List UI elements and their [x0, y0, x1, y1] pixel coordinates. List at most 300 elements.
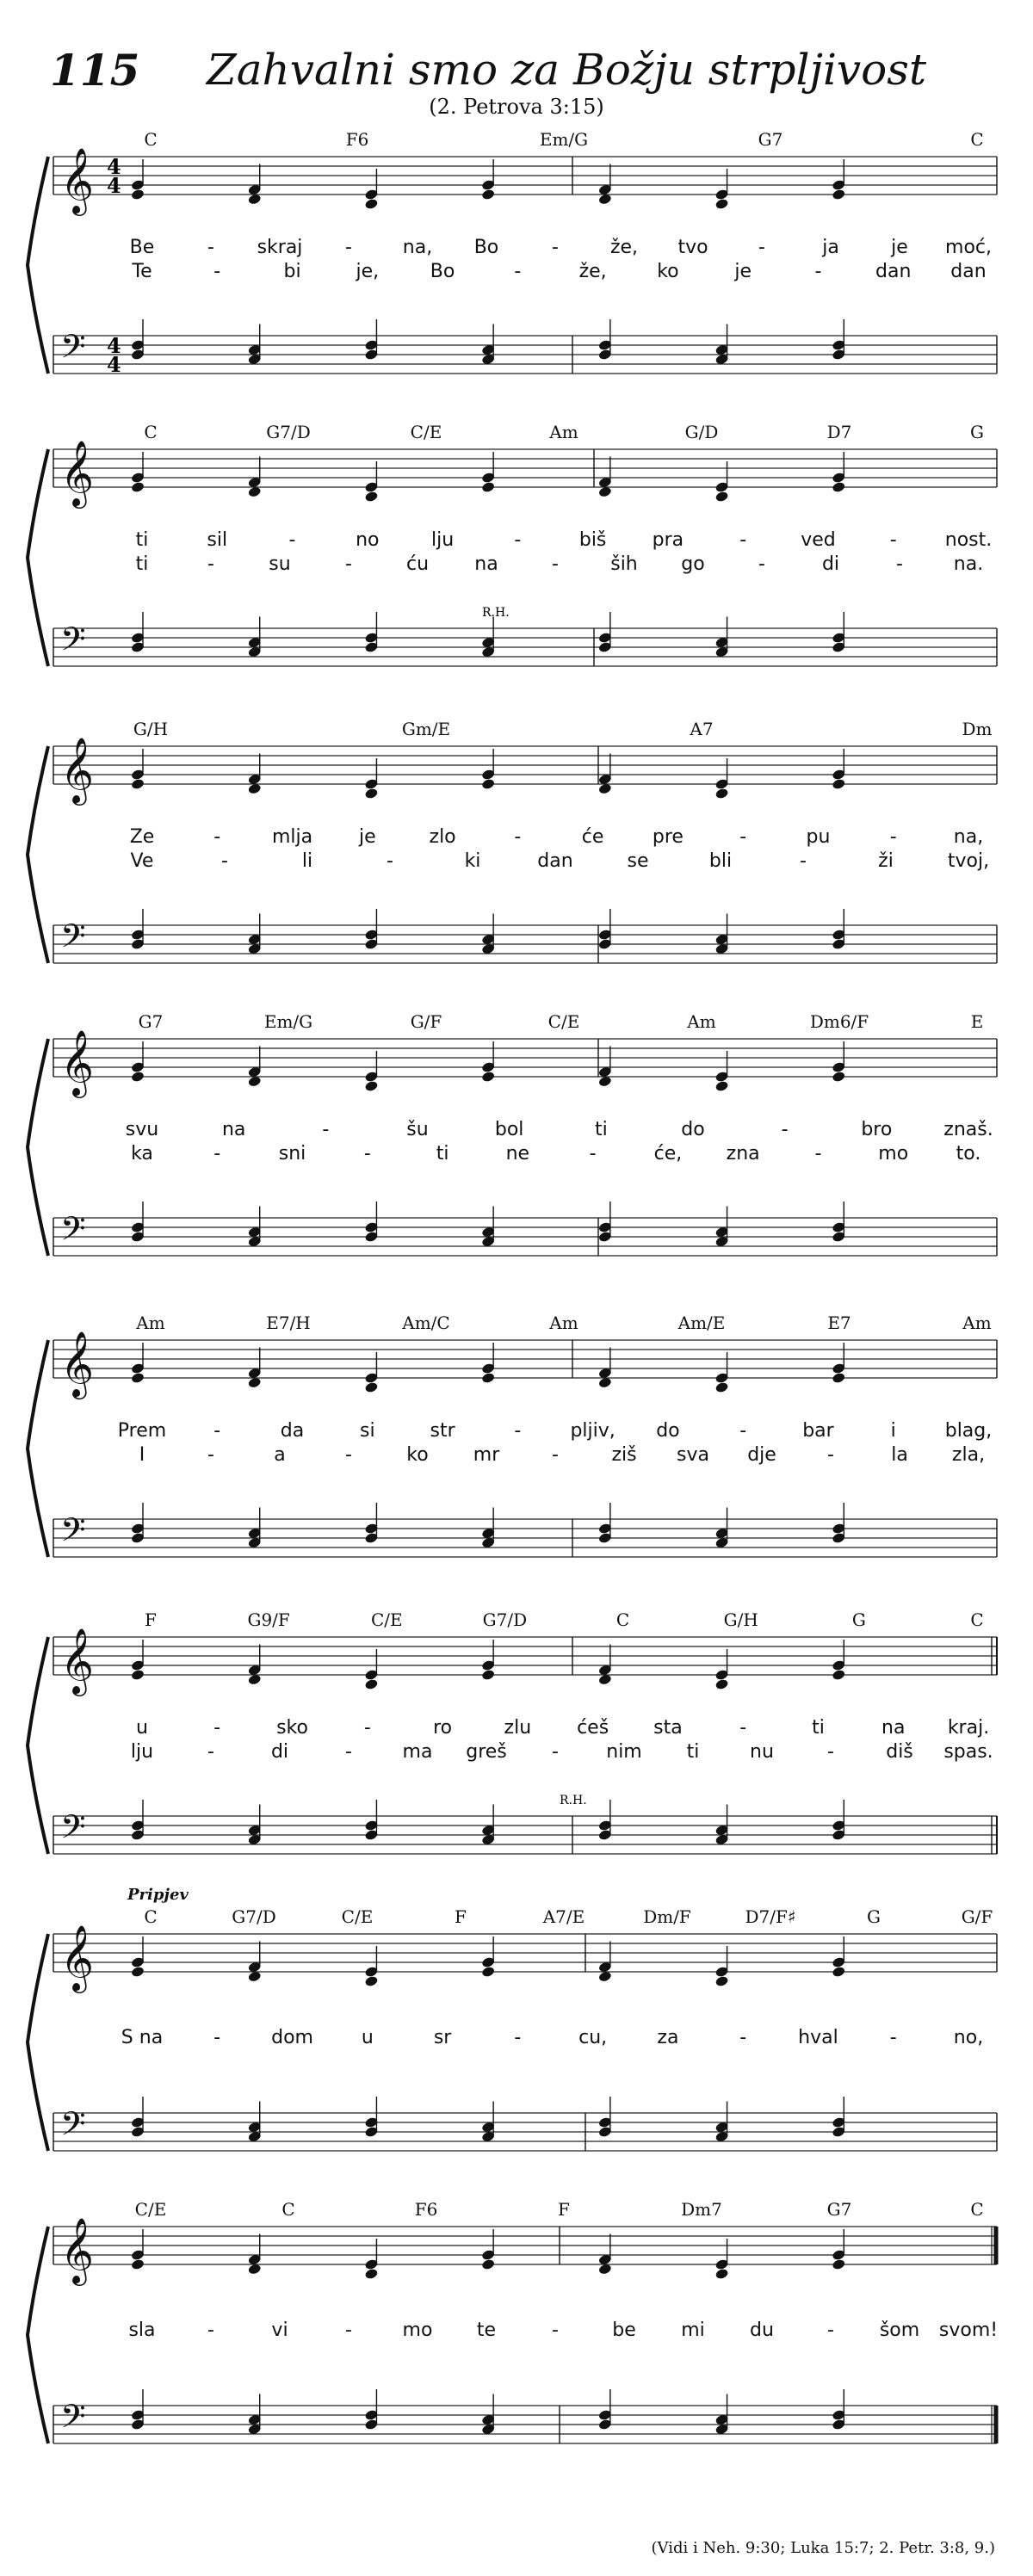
lyric-syllable: že,	[609, 237, 639, 258]
lyric-syllable: lju	[130, 1741, 154, 1763]
chord-symbol: G/H	[133, 719, 169, 739]
lyric-syllable: Bo	[430, 261, 455, 282]
lyric-syllable: svu	[125, 1119, 159, 1140]
chord-symbol: G	[970, 422, 984, 442]
lyric-syllable: -	[552, 1741, 559, 1763]
chord-symbol: C/E	[341, 1906, 374, 1927]
lyric-syllable: nost.	[944, 529, 993, 551]
lyric-syllable: moć,	[945, 237, 992, 258]
chord-symbol: A7	[690, 719, 714, 739]
lyric-syllable: -	[363, 1143, 371, 1164]
lyric-syllable: -	[345, 2320, 352, 2341]
chord-symbol: E7	[827, 1313, 851, 1333]
hymn-number: 115	[50, 45, 140, 96]
note-head	[131, 1966, 145, 1978]
hymn-title: Zahvalni smo za Božju strpljivost	[207, 45, 927, 95]
note-head	[481, 188, 496, 201]
note-head	[832, 1669, 846, 1681]
bass-clef-icon: 𝄢	[60, 620, 86, 666]
chord-symbol: Em/G	[263, 1011, 313, 1032]
note-head	[364, 1678, 379, 1690]
chord-symbol: Dm/F	[643, 1906, 691, 1927]
lyric-syllable: -	[889, 826, 897, 848]
lyric-syllable: -	[827, 1444, 834, 1466]
lyric-syllable: -	[781, 1119, 789, 1140]
lyric-syllable: zlo	[429, 826, 456, 848]
lyric-line-1	[0, 826, 1033, 852]
lyric-syllable: tvo	[677, 237, 708, 258]
lyric-syllable: ma	[402, 1741, 433, 1763]
lyric-line-2	[0, 850, 1033, 876]
lyric-syllable: -	[739, 1717, 747, 1739]
lyric-line-1	[0, 1119, 1033, 1145]
lyric-line-1	[0, 1420, 1033, 1446]
lyric-syllable: di	[270, 1741, 289, 1763]
score-system-1	[0, 129, 1033, 435]
lyric-syllable: I	[139, 1444, 145, 1466]
bass-clef-icon: 𝄢	[60, 917, 86, 963]
lyric-syllable: Ve	[130, 850, 154, 872]
time-signature-icon: 4	[107, 154, 121, 179]
lyric-syllable: nu	[750, 1741, 774, 1763]
lyric-syllable: Be	[129, 237, 155, 258]
lyric-syllable: da	[280, 1420, 305, 1442]
treble-clef-icon: 𝄞	[60, 1628, 95, 1694]
lyric-syllable: -	[514, 826, 522, 848]
note-head	[832, 2258, 846, 2270]
chord-symbol: Am	[549, 422, 578, 442]
lyric-syllable: će	[581, 826, 604, 848]
chord-symbol: Dm6/F	[809, 1011, 869, 1032]
time-signature-icon: 4	[107, 173, 121, 198]
note-head	[832, 1071, 846, 1083]
chord-symbol: G/H	[723, 1609, 758, 1630]
lyric-syllable: -	[800, 850, 807, 872]
lyric-syllable: ži	[878, 850, 894, 872]
lyric-syllable: sil	[207, 529, 228, 551]
chord-symbol: G	[867, 1906, 881, 1927]
lyric-syllable: dom	[271, 2027, 313, 2048]
lyric-syllable: ko	[657, 261, 679, 282]
lyric-syllable: -	[363, 1717, 371, 1739]
lyric-syllable: ti	[135, 553, 149, 575]
treble-clef-icon: 𝄞	[60, 147, 95, 213]
lyric-syllable: pu	[806, 826, 831, 848]
note-head	[364, 1975, 379, 1987]
lyric-syllable: za	[657, 2027, 679, 2048]
lyric-syllable: -	[207, 553, 214, 575]
note-head	[131, 1669, 145, 1681]
lyric-syllable: bli	[708, 850, 733, 872]
lyric-syllable: ti	[686, 1741, 700, 1763]
lyric-syllable: dan	[875, 261, 912, 282]
lyric-syllable: -	[552, 2320, 559, 2341]
scripture-reference: (2. Petrova 3:15)	[429, 95, 604, 119]
note-head	[714, 2268, 729, 2280]
lyric-syllable: str	[430, 1420, 455, 1442]
chord-symbol: Am	[687, 1011, 716, 1032]
lyric-syllable: -	[552, 553, 559, 575]
lyric-syllable: -	[345, 1444, 352, 1466]
note-head	[714, 1080, 729, 1092]
chord-symbol: G7/D	[266, 422, 311, 442]
lyric-syllable: Bo	[473, 237, 499, 258]
chord-symbol: Gm/E	[401, 719, 451, 739]
lyric-syllable: -	[814, 261, 822, 282]
lyric-line-2	[0, 553, 1033, 579]
note-head	[364, 1381, 379, 1393]
note-head	[832, 1372, 846, 1384]
lyric-syllable: -	[207, 1741, 214, 1763]
lyric-syllable: -	[889, 2027, 897, 2048]
lyric-syllable: znaš.	[943, 1119, 993, 1140]
lyric-syllable: ro	[433, 1717, 453, 1739]
lyric-syllable: -	[739, 826, 747, 848]
chord-symbol: Am	[549, 1313, 578, 1333]
lyric-syllable: do	[656, 1420, 680, 1442]
chord-symbol: C	[144, 1906, 158, 1927]
lyric-syllable: šu	[406, 1119, 429, 1140]
bass-clef-icon: 𝄢	[60, 2104, 86, 2151]
lyric-syllable: -	[827, 1741, 834, 1763]
lyric-syllable: ti	[812, 1717, 825, 1739]
lyric-syllable: -	[827, 2320, 834, 2341]
lyric-syllable: -	[514, 1420, 522, 1442]
lyric-syllable: spas.	[943, 1741, 993, 1763]
score-system-2	[0, 422, 1033, 727]
lyric-syllable: -	[514, 529, 522, 551]
lyric-syllable: že,	[578, 261, 607, 282]
lyric-syllable: su	[269, 553, 291, 575]
lyric-syllable: be	[612, 2320, 636, 2341]
lyric-syllable: bro	[861, 1119, 893, 1140]
lyric-syllable: -	[552, 237, 559, 258]
treble-clef-icon: 𝄞	[60, 1924, 95, 1991]
lyric-syllable: ćeš	[577, 1717, 609, 1739]
note-head	[131, 2258, 145, 2270]
lyric-syllable: ka	[131, 1143, 153, 1164]
lyric-syllable: do	[681, 1119, 705, 1140]
chord-symbol: F	[455, 1906, 467, 1927]
lyric-syllable: na	[221, 1119, 246, 1140]
note-head	[714, 1678, 729, 1690]
lyric-syllable: i	[890, 1420, 896, 1442]
lyric-syllable: -	[758, 553, 765, 575]
treble-clef-icon: 𝄞	[60, 440, 95, 506]
chord-symbol: A7/E	[542, 1906, 585, 1927]
lyric-syllable: si	[360, 1420, 375, 1442]
lyric-syllable: li	[301, 850, 313, 872]
score-system-7	[0, 1886, 1033, 2212]
lyric-syllable: mo	[402, 2320, 433, 2341]
chord-symbol: Am	[136, 1313, 165, 1333]
bass-clef-icon: 𝄢	[60, 2397, 86, 2443]
lyric-syllable: kraj.	[947, 1717, 990, 1739]
lyric-syllable: -	[739, 1420, 747, 1442]
lyric-syllable: -	[322, 1119, 330, 1140]
note-head	[832, 778, 846, 790]
chord-symbol: F	[145, 1609, 157, 1630]
lyric-syllable: tvoj,	[947, 850, 990, 872]
lyric-syllable: skraj	[257, 237, 303, 258]
lyric-syllable: je	[734, 261, 752, 282]
chord-symbol: G7	[758, 129, 783, 150]
chord-symbol: G7	[138, 1011, 164, 1032]
lyric-syllable: sko	[276, 1717, 308, 1739]
chord-symbol: C	[144, 129, 158, 150]
lyric-syllable: no,	[953, 2027, 984, 2048]
lyric-syllable: vi	[271, 2320, 288, 2341]
note-head	[714, 198, 729, 210]
lyric-syllable: zla,	[951, 1444, 986, 1466]
lyric-syllable: na	[881, 1717, 906, 1739]
chord-symbol: C	[970, 2199, 984, 2220]
lyric-syllable: ne	[505, 1143, 530, 1164]
footer-references: (Vidi i Neh. 9:30; Luka 15:7; 2. Petr. 3:8, 9.)	[651, 2539, 995, 2557]
lyric-syllable: Ze	[129, 826, 155, 848]
section-label: Pripjev	[127, 1886, 189, 1904]
score-system-8	[0, 2199, 1033, 2505]
lyric-syllable: -	[345, 1741, 352, 1763]
chord-symbol: E7/H	[266, 1313, 311, 1333]
lyric-syllable: zlu	[504, 1717, 532, 1739]
note-head	[481, 2258, 496, 2270]
lyric-syllable: -	[758, 237, 765, 258]
lyric-syllable: dan	[950, 261, 987, 282]
lyric-syllable: -	[345, 553, 352, 575]
note-head	[832, 481, 846, 493]
lyric-syllable: ti	[135, 529, 149, 551]
chord-symbol: G7/D	[232, 1906, 276, 1927]
lyric-syllable: lju	[430, 529, 455, 551]
chord-symbol: E	[970, 1011, 984, 1032]
lyric-syllable: ved	[801, 529, 836, 551]
performance-mark: R.H.	[482, 606, 510, 620]
lyric-syllable: -	[213, 2027, 221, 2048]
lyric-line-1	[0, 529, 1033, 555]
lyric-syllable: je,	[356, 261, 380, 282]
lyric-syllable: go	[681, 553, 705, 575]
lyric-syllable: -	[213, 1420, 221, 1442]
lyric-syllable: će,	[653, 1143, 683, 1164]
note-head	[364, 1080, 379, 1092]
lyric-syllable: ko	[406, 1444, 429, 1466]
note-head	[131, 188, 145, 201]
chord-symbol: G	[851, 1609, 866, 1630]
lyric-syllable: na,	[953, 826, 984, 848]
lyric-line-2	[0, 261, 1033, 287]
lyric-syllable: bol	[494, 1119, 524, 1140]
bass-clef-icon: 𝄢	[60, 1209, 86, 1256]
lyric-syllable: -	[207, 1444, 214, 1466]
lyric-syllable: pra	[652, 529, 684, 551]
lyric-line-1	[0, 2027, 1033, 2053]
lyric-syllable: to.	[956, 1143, 981, 1164]
lyric-syllable: sva	[677, 1444, 709, 1466]
chord-symbol: C/E	[370, 1609, 403, 1630]
lyric-syllable: ziš	[611, 1444, 637, 1466]
chord-symbol: Em/G	[539, 129, 589, 150]
note-head	[131, 481, 145, 493]
lyric-syllable: -	[739, 529, 747, 551]
score-system-5	[0, 1313, 1033, 1618]
time-signature-icon: 4	[107, 352, 121, 377]
score-system-6	[0, 1609, 1033, 1915]
chord-symbol: D7/F♯	[745, 1906, 796, 1927]
chord-symbol: C/E	[410, 422, 442, 442]
lyric-line-2	[0, 1143, 1033, 1169]
lyric-syllable: -	[345, 237, 352, 258]
lyric-syllable: mi	[681, 2320, 705, 2341]
lyric-syllable: greš	[466, 1741, 507, 1763]
lyric-syllable: -	[589, 1143, 597, 1164]
note-head	[714, 491, 729, 503]
lyric-syllable: Te	[132, 261, 152, 282]
lyric-syllable: bi	[283, 261, 301, 282]
chord-symbol: C	[281, 2199, 295, 2220]
chord-symbol: Am	[962, 1313, 992, 1333]
chord-symbol: C/E	[134, 2199, 167, 2220]
lyric-syllable: šom	[879, 2320, 920, 2341]
lyric-syllable: sni	[278, 1143, 306, 1164]
lyric-syllable: -	[889, 529, 897, 551]
treble-clef-icon: 𝄞	[60, 2217, 95, 2283]
chord-symbol: G7/D	[482, 1609, 528, 1630]
lyric-syllable: na	[474, 553, 498, 575]
score-system-3	[0, 719, 1033, 1024]
lyric-line-1	[0, 2320, 1033, 2345]
bass-clef-icon: 𝄢	[60, 1510, 86, 1557]
lyric-syllable: -	[213, 261, 221, 282]
lyric-syllable: la	[891, 1444, 908, 1466]
lyric-syllable: zna	[726, 1143, 760, 1164]
lyric-syllable: -	[213, 826, 221, 848]
lyric-syllable: ja	[822, 237, 839, 258]
lyric-syllable: -	[739, 2027, 747, 2048]
chord-symbol: G7	[826, 2199, 852, 2220]
note-head	[131, 778, 145, 790]
score-system-4	[0, 1011, 1033, 1317]
lyric-syllable: dje	[747, 1444, 776, 1466]
lyric-syllable: se	[627, 850, 649, 872]
lyric-line-2	[0, 1741, 1033, 1767]
lyric-syllable: mo	[878, 1143, 909, 1164]
lyric-syllable: -	[221, 850, 228, 872]
note-head	[481, 1669, 496, 1681]
lyric-syllable: je	[891, 237, 908, 258]
chord-symbol: G/D	[684, 422, 719, 442]
lyric-syllable: mlja	[271, 826, 313, 848]
note-head	[714, 1381, 729, 1393]
bass-clef-icon: 𝄢	[60, 327, 86, 374]
lyric-syllable: -	[207, 2320, 214, 2341]
note-head	[832, 188, 846, 201]
note-head	[364, 788, 379, 800]
chord-symbol: C	[144, 422, 158, 442]
lyric-syllable: biš	[578, 529, 607, 551]
lyric-syllable: di	[821, 553, 840, 575]
note-head	[481, 1071, 496, 1083]
lyric-syllable: je	[358, 826, 376, 848]
lyric-syllable: -	[514, 261, 522, 282]
lyric-syllable: mr	[473, 1444, 500, 1466]
lyric-syllable: ki	[464, 850, 481, 872]
grand-staff	[0, 2199, 1033, 2505]
lyric-syllable: S na	[121, 2027, 164, 2048]
treble-clef-icon: 𝄞	[60, 1029, 95, 1096]
time-signature-icon: 4	[107, 333, 121, 358]
lyric-syllable: -	[213, 1717, 221, 1739]
note-head	[481, 1966, 496, 1978]
lyric-syllable: sta	[653, 1717, 683, 1739]
note-head	[364, 491, 379, 503]
lyric-syllable: -	[288, 529, 296, 551]
lyric-syllable: sla	[128, 2320, 156, 2341]
lyric-syllable: du	[750, 2320, 774, 2341]
chord-symbol: G9/F	[247, 1609, 290, 1630]
chord-symbol: F	[558, 2199, 570, 2220]
chord-symbol: F6	[414, 2199, 438, 2220]
lyric-syllable: svom!	[938, 2320, 999, 2341]
lyric-line-1	[0, 1717, 1033, 1743]
lyric-syllable: nim	[606, 1741, 642, 1763]
lyric-syllable: pljiv,	[570, 1420, 615, 1442]
note-head	[481, 481, 496, 493]
lyric-syllable: sr	[433, 2027, 452, 2048]
lyric-syllable: na.	[953, 553, 984, 575]
chord-symbol: C	[615, 1609, 630, 1630]
lyric-syllable: -	[213, 1143, 221, 1164]
lyric-syllable: -	[387, 850, 393, 872]
grand-staff	[0, 1906, 1033, 2212]
lyric-syllable: -	[814, 1143, 822, 1164]
note-head	[131, 1071, 145, 1083]
bass-clef-icon: 𝄢	[60, 1807, 86, 1854]
note-head	[481, 1372, 496, 1384]
lyric-syllable: -	[896, 553, 903, 575]
chord-symbol: F6	[345, 129, 369, 150]
chord-symbol: C/E	[547, 1011, 580, 1032]
lyric-syllable: na,	[402, 237, 433, 258]
lyric-syllable: ših	[610, 553, 638, 575]
lyric-syllable: bar	[802, 1420, 834, 1442]
lyric-syllable: -	[552, 1444, 559, 1466]
lyric-syllable: te	[476, 2320, 497, 2341]
treble-clef-icon: 𝄞	[60, 1331, 95, 1397]
chord-symbol: Dm7	[681, 2199, 722, 2220]
note-head	[832, 1966, 846, 1978]
lyric-syllable: ti	[594, 1119, 608, 1140]
chord-symbol: Am/E	[677, 1313, 726, 1333]
lyric-syllable: ti	[436, 1143, 449, 1164]
chord-symbol: D7	[826, 422, 852, 442]
lyric-syllable: u	[361, 2027, 374, 2048]
note-head	[714, 1975, 729, 1987]
note-head	[131, 1372, 145, 1384]
lyric-syllable: cu,	[578, 2027, 608, 2048]
lyric-line-2	[0, 1444, 1033, 1470]
lyric-syllable: u	[136, 1717, 148, 1739]
lyric-syllable: a	[274, 1444, 286, 1466]
lyric-syllable: hval	[798, 2027, 838, 2048]
lyric-line-1	[0, 237, 1033, 263]
performance-mark: R.H.	[560, 1794, 587, 1807]
note-head	[481, 778, 496, 790]
lyric-syllable: -	[207, 237, 214, 258]
chord-symbol: G/F	[410, 1011, 442, 1032]
chord-symbol: C	[970, 129, 984, 150]
note-head	[364, 2268, 379, 2280]
